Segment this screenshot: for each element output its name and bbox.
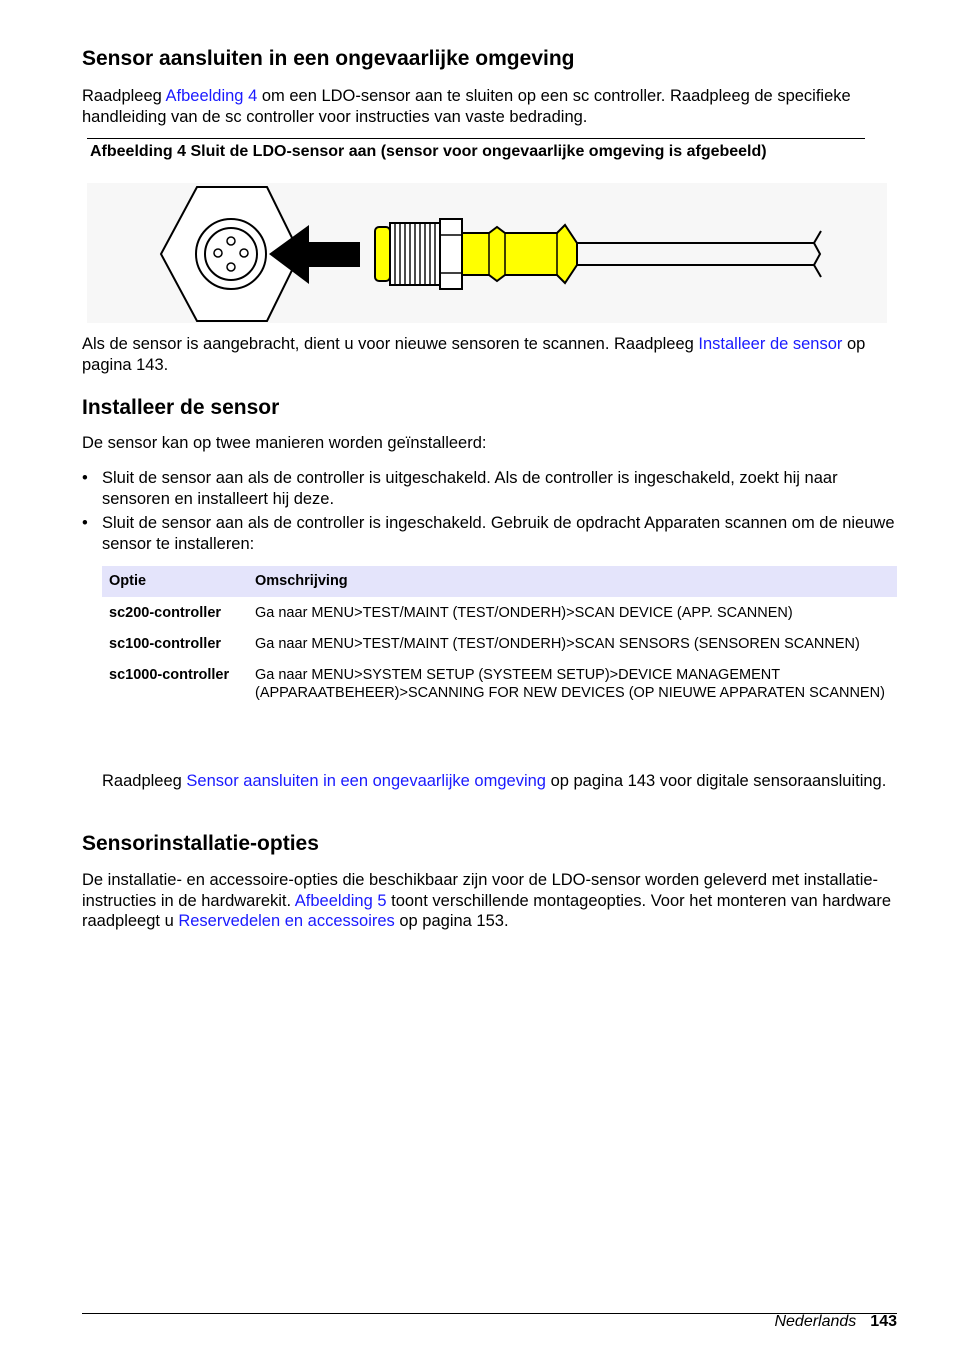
table-header-row <box>102 566 897 597</box>
link-installeer-de-sensor[interactable]: Installeer de sensor <box>698 335 843 353</box>
link-reservedelen[interactable]: Reservedelen en accessoires <box>178 912 395 930</box>
description-cell: Ga naar MENU>SYSTEM SETUP (SYSTEEM SETUP)>DEVICE MANAGEMENT (APPARAATBEHEER)>SCANNING FOR NEW DEVICES (OP NIEUWE APPARATEN SCANNEN) <box>255 667 885 701</box>
cable-overmold <box>462 225 577 283</box>
section-heading-connect: Sensor aansluiten in een ongevaarlijke omgeving <box>82 47 575 70</box>
column-header-description: Omschrijving <box>248 566 897 597</box>
section-heading-options: Sensorinstallatie-opties <box>82 832 319 855</box>
connector-nose <box>375 227 390 281</box>
table-row <box>102 659 897 708</box>
column-header-option: Optie <box>102 566 248 597</box>
page-number: 143 <box>870 1313 897 1330</box>
table-row <box>102 597 897 628</box>
page-footer <box>774 1313 897 1331</box>
link-sensor-aansluiten[interactable]: Sensor aansluiten in een ongevaarlijke omgeving <box>186 772 546 790</box>
connect-paragraph: Raadpleeg Afbeelding 4 om een LDO-sensor aan te sluiten op een sc controller. Raadpleeg de specifieke handleiding van de sc controller voor instructies van vaste bedrading. <box>82 87 851 126</box>
description-cell: Ga naar MENU>TEST/MAINT (TEST/ONDERH)>SCAN SENSORS (SENSOREN SCANNEN) <box>255 636 860 652</box>
figure-top-rule <box>87 138 865 139</box>
options-paragraph: De installatie- en accessoire-opties die beschikbaar zijn voor de LDO-sensor worden geleverd met installatie-instructies in de hardwarekit. Afbeelding 5 toont verschillende montageopties. Voor het monteren van hardware raadpleegt u Reservedelen en accessoires op pagina 153. <box>82 871 892 930</box>
link-afbeelding-4[interactable]: Afbeelding 4 <box>165 87 258 105</box>
list-item: • Sluit de sensor aan als de controller is uitgeschakeld. Als de controller is ingeschakeld, zoekt hij naar sensoren en installeert hij deze. <box>82 469 838 508</box>
option-cell: sc200-controller <box>109 605 222 621</box>
install-methods-list <box>82 468 897 558</box>
install-intro: De sensor kan op twee manieren worden geïnstalleerd: <box>82 434 487 452</box>
table-row <box>102 628 897 659</box>
list-item: • Sluit de sensor aan als de controller is ingeschakeld. Gebruik de opdracht Apparaten scannen om de nieuwe sensor te installeren: <box>82 514 895 553</box>
figure-caption: Afbeelding 4 Sluit de LDO-sensor aan (sensor voor ongevaarlijke omgeving is afgebeeld) <box>90 143 767 160</box>
link-afbeelding-5[interactable]: Afbeelding 5 <box>294 891 387 910</box>
option-cell: sc100-controller <box>109 636 222 652</box>
scan-options-table <box>102 566 897 708</box>
option-cell: sc1000-controller <box>109 667 230 683</box>
after-connect-paragraph: Als de sensor is aangebracht, dient u voor nieuwe sensoren te scannen. Raadpleeg Installeer de sensor op pagina 143. <box>82 335 866 374</box>
section-heading-install: Installeer de sensor <box>82 396 280 419</box>
description-cell: Ga naar MENU>TEST/MAINT (TEST/ONDERH)>SCAN DEVICE (APP. SCANNEN) <box>255 605 793 621</box>
digital-connection-note: Raadpleeg Sensor aansluiten in een ongevaarlijke omgeving op pagina 143 voor digitale sensoraansluiting. <box>102 772 887 790</box>
footer-language: Nederlands <box>774 1313 857 1330</box>
connector-illustration <box>87 183 887 323</box>
